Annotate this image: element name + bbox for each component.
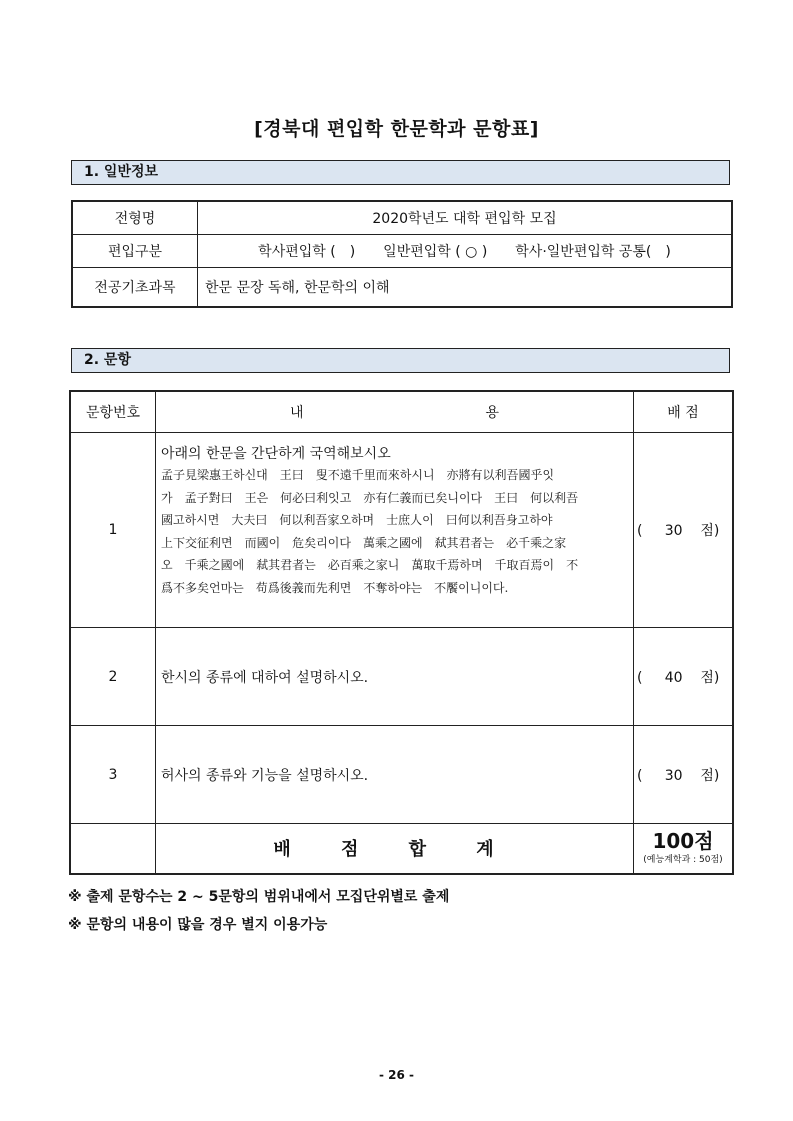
total-label: 배 점 합 계 bbox=[156, 824, 634, 874]
total-row bbox=[70, 824, 733, 874]
total-note: (예능계학과 : 50점) bbox=[643, 855, 723, 866]
info-row-major-subject bbox=[72, 268, 732, 308]
question-content bbox=[156, 726, 634, 824]
question-content bbox=[156, 433, 634, 628]
total-score-cell bbox=[634, 824, 734, 874]
question-text: 한시의 종류에 대하여 설명하시오. bbox=[161, 669, 369, 686]
hanmun-line: 爲不多矣언마는 苟爲後義而先利면 不奪하야는 不饜이니이다. bbox=[161, 580, 509, 595]
header-content: 내 용 bbox=[156, 391, 634, 433]
general-info-table bbox=[71, 200, 733, 308]
question-score bbox=[634, 433, 734, 628]
score-unit: 점) bbox=[700, 523, 720, 539]
question-row-2 bbox=[70, 628, 733, 726]
question-row-3 bbox=[70, 726, 733, 824]
question-number: 1 bbox=[70, 433, 156, 628]
info-value: 한문 문장 독해, 한문학의 이해 bbox=[198, 268, 733, 308]
info-row-transfer-category bbox=[72, 235, 732, 268]
total-score: 100점 bbox=[652, 829, 714, 854]
info-value: 학사편입학 ( ) 일반편입학 ( ○ ) 학사·일반편입학 공통( ) bbox=[198, 235, 733, 268]
question-text: 허사의 종류와 기능을 설명하시오. bbox=[161, 767, 369, 784]
note-extra-sheet: ※ 문항의 내용이 많을 경우 별지 이용가능 bbox=[68, 917, 328, 933]
info-row-admission-type bbox=[72, 201, 732, 235]
paren: ( bbox=[637, 767, 643, 784]
score-unit: 점) bbox=[700, 767, 720, 784]
question-score bbox=[634, 726, 734, 824]
page-number: - 26 - bbox=[378, 1068, 414, 1082]
section-heading-general-info: 1. 일반정보 bbox=[71, 160, 730, 185]
score-display bbox=[637, 667, 729, 687]
score-value: 30 bbox=[664, 523, 683, 539]
hanmun-line: 孟子見梁惠王하신대 王曰 叟不遠千里而來하시니 亦將有以利吾國乎잇 bbox=[161, 468, 555, 482]
question-number: 3 bbox=[70, 726, 156, 824]
question-content bbox=[156, 628, 634, 726]
score-value: 30 bbox=[664, 767, 683, 784]
info-value: 2020학년도 대학 편입학 모집 bbox=[198, 201, 733, 235]
question-score bbox=[634, 628, 734, 726]
section-heading-questions: 2. 문항 bbox=[71, 348, 730, 373]
score-unit: 점) bbox=[700, 669, 720, 686]
total-empty-cell bbox=[70, 824, 156, 874]
info-label: 편입구분 bbox=[72, 235, 198, 268]
hanmun-passage bbox=[161, 464, 633, 599]
score-display bbox=[637, 765, 729, 785]
paren: ( bbox=[637, 523, 643, 539]
hanmun-line: 上下交征利면 而國이 危矣리이다 萬乘之國에 弒其君者는 必千乘之家 bbox=[161, 535, 567, 550]
questions-table bbox=[69, 390, 734, 875]
info-label: 전공기초과목 bbox=[72, 268, 198, 308]
question-text: 아래의 한문을 간단하게 국역해보시오 bbox=[161, 446, 391, 462]
header-score: 배 점 bbox=[634, 391, 734, 433]
note-question-count: ※ 출제 문항수는 2 ~ 5문항의 범위내에서 모집단위별로 출제 bbox=[68, 889, 450, 905]
score-display bbox=[637, 520, 729, 540]
question-row-1 bbox=[70, 433, 733, 628]
page-title: [경북대 편입학 한문학과 문항표] bbox=[254, 118, 539, 140]
hanmun-line: 오 千乘之國에 弒其君者는 必百乘之家니 萬取千焉하며 千取百焉이 不 bbox=[161, 558, 579, 572]
paren: ( bbox=[637, 669, 643, 686]
hanmun-line: 가 孟子對曰 王은 何必曰利잇고 亦有仁義而已矣니이다 王曰 何以利吾 bbox=[161, 490, 579, 505]
hanmun-line: 國고하시면 大夫曰 何以利吾家오하며 士庶人이 曰何以利吾身고하야 bbox=[161, 513, 553, 527]
table-header-row bbox=[70, 391, 733, 433]
score-value: 40 bbox=[664, 669, 683, 686]
header-number: 문항번호 bbox=[70, 391, 156, 433]
info-label: 전형명 bbox=[72, 201, 198, 235]
question-number: 2 bbox=[70, 628, 156, 726]
